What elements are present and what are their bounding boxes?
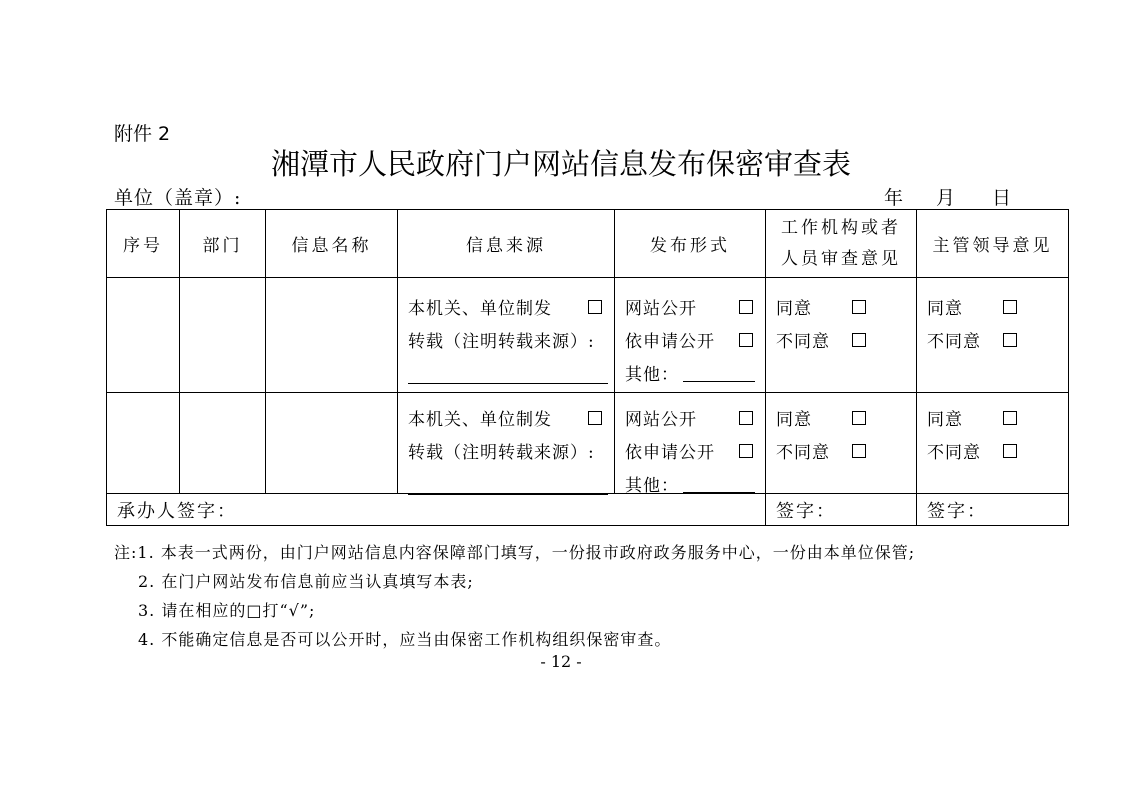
reprint-source-field[interactable] [408,361,608,384]
info-name-cell[interactable] [266,393,398,494]
disagree-label: 不同意 [776,332,830,352]
info-name-cell[interactable] [266,278,398,393]
checkbox[interactable] [588,411,602,425]
leader-opinion-cell [917,278,1069,393]
note-item: 4. 不能确定信息是否可以公开时，应当由保密工作机构组织保密审查。 [138,630,672,649]
checkbox[interactable] [739,411,753,425]
checkbox[interactable] [852,333,866,347]
review-form-table [106,209,1069,526]
publish-form-cell [615,278,766,393]
page-number: - 12 - [540,652,582,671]
publish-apply-label: 依申请公开 [625,443,715,463]
checkbox[interactable] [852,300,866,314]
checkbox[interactable] [1003,444,1017,458]
staff-signature-cell[interactable]: 签字： [766,494,917,526]
disagree-label: 不同意 [776,443,830,463]
notes-section [114,538,915,654]
col-info-name: 信息名称 [266,210,398,278]
checkbox[interactable] [739,333,753,347]
checkbox[interactable] [739,300,753,314]
publish-web-label: 网站公开 [625,299,697,319]
reprint-source-field[interactable] [408,472,608,495]
leader-opinion-cell [917,393,1069,494]
agree-label: 同意 [776,410,812,430]
serial-cell[interactable] [107,393,180,494]
col-info-source: 信息来源 [398,210,615,278]
month-label: 月 [936,187,956,209]
staff-opinion-cell [766,393,917,494]
checkbox[interactable] [1003,333,1017,347]
checkbox[interactable] [852,444,866,458]
note-item: 2. 在门户网站发布信息前应当认真填写本表; [138,572,474,591]
department-cell[interactable] [180,393,266,494]
source-reprint-label: 转载（注明转载来源）: [408,443,595,463]
year-label: 年 [884,187,904,209]
note-item: 注:1. 本表一式两份，由门户网站信息内容保障部门填写，一份报市政府政务服务中心，一份由本单位保管; [114,543,916,562]
publish-web-label: 网站公开 [625,410,697,430]
checkbox[interactable] [1003,411,1017,425]
day-label: 日 [992,187,1012,209]
publish-other-field[interactable] [683,363,755,382]
col-serial: 序号 [107,210,180,278]
serial-cell[interactable] [107,278,180,393]
signature-row [107,494,1069,526]
col-leader-opinion: 主管领导意见 [917,210,1069,278]
agree-label: 同意 [776,299,812,319]
table-row [107,393,1069,494]
leader-signature-cell[interactable]: 签字： [917,494,1069,526]
publish-other-field[interactable] [683,474,755,493]
unit-seal-label: 单位（盖章）: [114,187,242,209]
department-cell[interactable] [180,278,266,393]
publish-form-cell [615,393,766,494]
header-row [107,210,1069,278]
source-own-label: 本机关、单位制发 [408,410,552,430]
col-staff-opinion [766,210,917,278]
attachment-label: 附件 2 [114,123,171,145]
date-line [884,183,1011,210]
col-department: 部门 [180,210,266,278]
source-reprint-label: 转载（注明转载来源）: [408,332,595,352]
checkbox[interactable] [588,300,602,314]
agree-label: 同意 [927,299,963,319]
handler-signature-cell[interactable]: 承办人签字： [107,494,766,526]
checkbox[interactable] [739,444,753,458]
info-source-cell [398,278,615,393]
page-title: 湘潭市人民政府门户网站信息发布保密审查表 [270,147,851,181]
source-own-label: 本机关、单位制发 [408,299,552,319]
staff-opinion-cell [766,278,917,393]
agree-label: 同意 [927,410,963,430]
publish-other-label: 其他： [625,476,679,496]
checkbox[interactable] [1003,300,1017,314]
publish-apply-label: 依申请公开 [625,332,715,352]
col-staff-opinion-line2: 人员审查意见 [781,248,901,269]
disagree-label: 不同意 [927,332,981,352]
table-row [107,278,1069,393]
col-publish-form: 发布形式 [615,210,766,278]
note-item: 3. 请在相应的□打“√”; [138,601,316,620]
disagree-label: 不同意 [927,443,981,463]
publish-other-label: 其他： [625,365,679,385]
col-staff-opinion-line1: 工作机构或者 [781,217,901,238]
checkbox[interactable] [852,411,866,425]
info-source-cell [398,393,615,494]
